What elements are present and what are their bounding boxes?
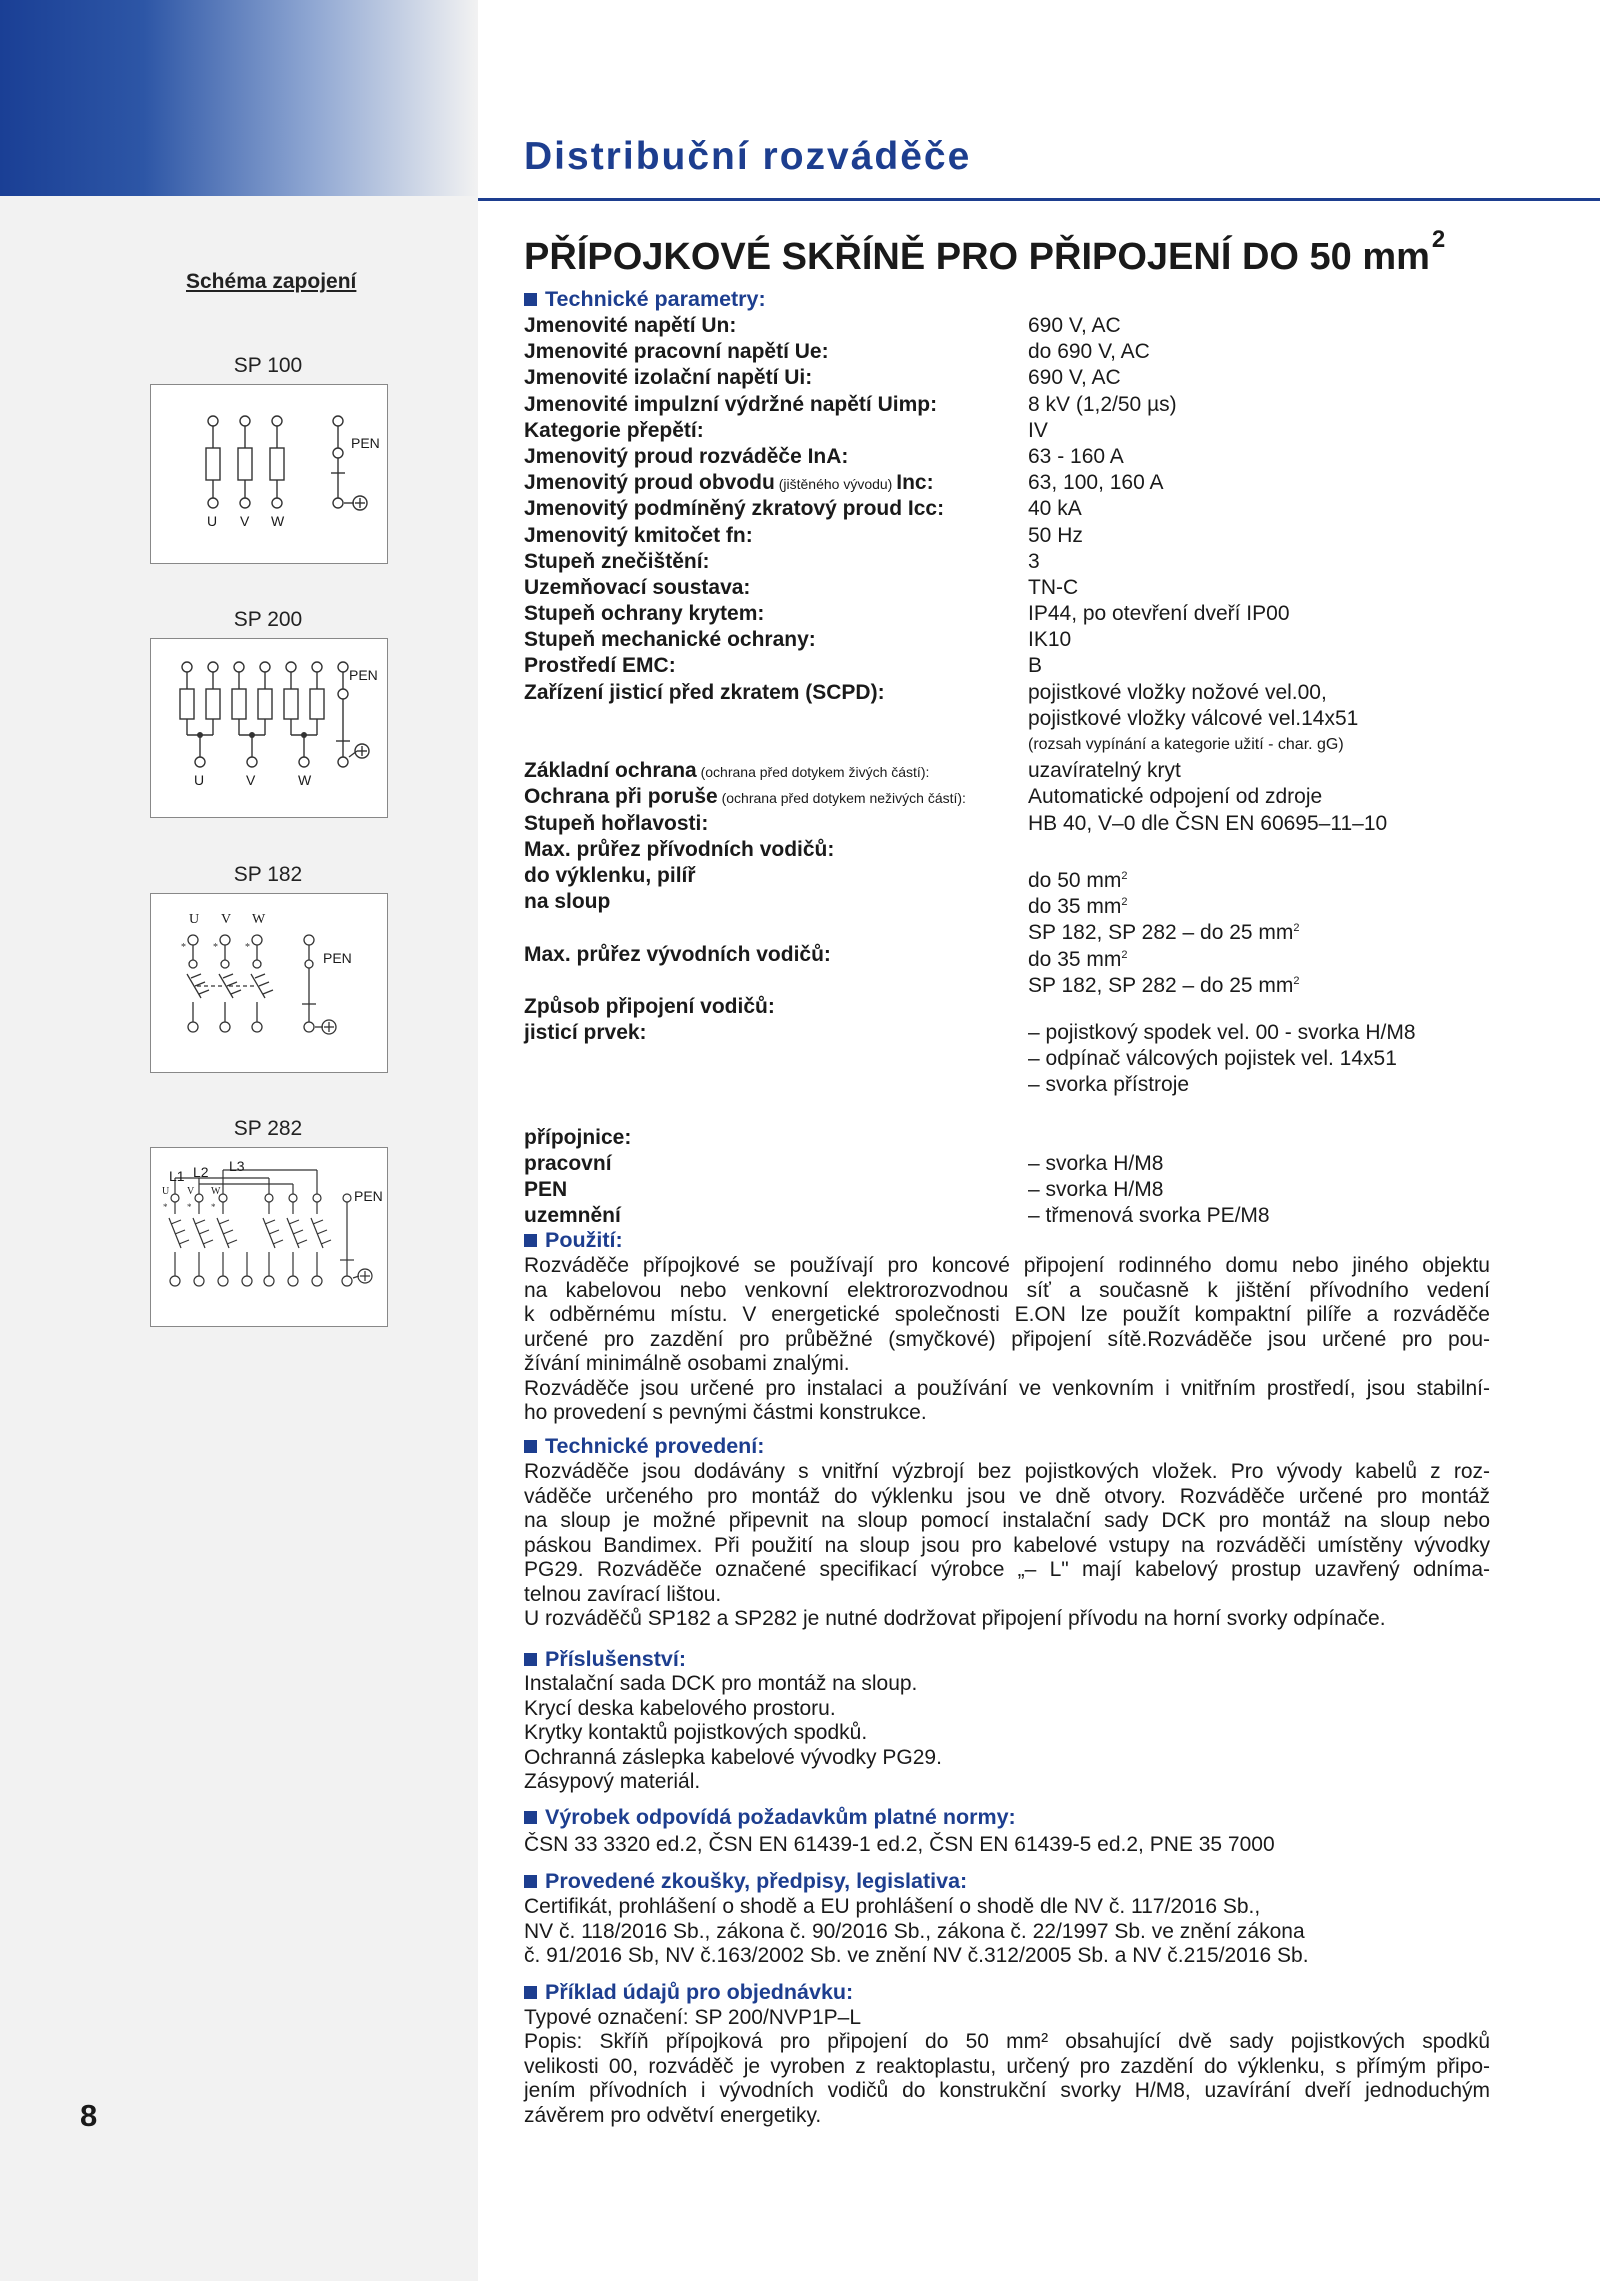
section-heading-text: Výrobek odpovídá požadavkům platné normy: bbox=[545, 1805, 1016, 1829]
variant-label-sp200: SP 200 bbox=[233, 608, 303, 631]
param-label bbox=[524, 627, 816, 653]
design-paragraph bbox=[524, 1460, 1490, 1632]
param-value bbox=[1028, 784, 1322, 810]
param-value-text: – pojistkový spodek vel. 00 - svorka H/M8 bbox=[1028, 1021, 1416, 1045]
param-label-text: Max. průřez přívodních vodičů: bbox=[524, 837, 835, 861]
param-row bbox=[524, 968, 1524, 997]
param-value bbox=[1028, 392, 1177, 418]
param-row bbox=[524, 732, 1524, 758]
param-label-text: Stupeň ochrany krytem: bbox=[524, 602, 765, 626]
norms-text bbox=[524, 1833, 1275, 1858]
svg-text:*: * bbox=[213, 942, 218, 953]
param-label bbox=[524, 1177, 567, 1203]
order-desc-line: velikosti 00, rozváděč je vyroben z reaktoplastu, určený pro zazdění do výklenku, s přímým připo- bbox=[524, 2054, 1490, 2078]
param-label-text: uzemnění bbox=[524, 1204, 621, 1228]
param-value bbox=[1028, 706, 1358, 732]
param-label-text: Způsob připojení vodičů: bbox=[524, 994, 775, 1018]
param-label bbox=[524, 758, 929, 785]
param-row bbox=[524, 523, 1524, 549]
design-text-line: telnou zavírací lištou. bbox=[524, 1582, 722, 1606]
pen-label: PEN bbox=[351, 435, 380, 451]
param-label-text: PEN bbox=[524, 1178, 568, 1202]
param-row bbox=[524, 1125, 1524, 1151]
param-value bbox=[1028, 496, 1082, 522]
param-value bbox=[1028, 1072, 1189, 1098]
param-row bbox=[524, 392, 1524, 418]
param-value-text: do 35 mm bbox=[1028, 947, 1122, 971]
design-text-line: Rozváděče jsou dodávány s vnitřní výzbrojí bez pojistkových vložek. Pro vývody kabelů z roz- bbox=[524, 1460, 1490, 1483]
param-label-note: (jištěného vývodu) bbox=[774, 476, 897, 493]
bullet-square-icon bbox=[524, 1234, 537, 1247]
param-row bbox=[524, 627, 1524, 653]
param-value-text: 8 kV (1,2/50 µs) bbox=[1028, 392, 1177, 416]
design-text-line: páskou Bandimex. Při použití na sloup jsou pro kabelové vstupy na rozváděči umístěny vývodky bbox=[524, 1533, 1490, 1557]
param-label bbox=[524, 418, 704, 444]
param-row bbox=[524, 863, 1524, 892]
param-label-text: Prostředí EMC: bbox=[524, 654, 676, 678]
param-row bbox=[524, 1046, 1524, 1072]
param-row bbox=[524, 915, 1524, 945]
param-label-text: Kategorie přepětí: bbox=[524, 418, 704, 442]
bullet-square-icon bbox=[524, 1440, 537, 1453]
terminal-label-u: U bbox=[189, 912, 200, 927]
param-row bbox=[524, 653, 1524, 679]
param-row bbox=[524, 758, 1524, 784]
param-label bbox=[524, 863, 696, 889]
header-rule bbox=[478, 198, 1600, 201]
param-value bbox=[1028, 549, 1040, 575]
param-label bbox=[524, 496, 944, 522]
param-label-text: Ochrana při poruše bbox=[524, 785, 718, 809]
param-value-superscript: 2 bbox=[1293, 974, 1300, 987]
param-row bbox=[524, 680, 1524, 706]
variant-label-sp182: SP 182 bbox=[233, 863, 303, 886]
param-label bbox=[524, 444, 848, 470]
section-heading-order bbox=[524, 1980, 853, 2005]
svg-text:*: * bbox=[181, 942, 186, 953]
param-row bbox=[524, 1151, 1524, 1177]
norms-line: ČSN 33 3320 ed.2, ČSN EN 61439-1 ed.2, ČSN EN 61439-5 ed.2, PNE 35 7000 bbox=[524, 1833, 1275, 1856]
diagram-sp200 bbox=[150, 638, 388, 818]
accessory-item: Zásypový materiál. bbox=[524, 1770, 701, 1793]
bullet-square-icon bbox=[524, 1986, 537, 1999]
section-heading-norms bbox=[524, 1805, 1016, 1830]
main-title bbox=[524, 226, 1445, 279]
bullet-square-icon bbox=[524, 1875, 537, 1888]
param-value bbox=[1028, 680, 1327, 706]
tests-text bbox=[524, 1895, 1309, 1969]
terminal-label-u: U bbox=[162, 1186, 170, 1197]
page-number: 8 bbox=[80, 2098, 98, 2133]
param-value-superscript: 2 bbox=[1121, 896, 1128, 909]
design-text-line: na sloup je možné připevnit na sloup pomocí instalační sady DCK pro montáž na sloup nebo bbox=[524, 1509, 1490, 1532]
terminal-label-w: W bbox=[271, 513, 285, 529]
param-row bbox=[524, 418, 1524, 444]
section-heading-text: Technické parametry: bbox=[545, 287, 766, 311]
section-heading-text: Příslušenství: bbox=[545, 1647, 686, 1671]
param-value-text: uzavíratelný kryt bbox=[1028, 759, 1181, 783]
accessory-item: Krytky kontaktů pojistkových spodků. bbox=[524, 1721, 868, 1744]
use-text-line: k odběrnému místu. V energetické společnosti E.ON lze použít kompaktní pilíře a rozváděče bbox=[524, 1303, 1490, 1326]
param-value-text: HB 40, V–0 dle ČSN EN 60695–11–10 bbox=[1028, 811, 1388, 835]
pen-label: PEN bbox=[354, 1188, 383, 1204]
svg-text:*: * bbox=[187, 1202, 192, 1212]
section-heading-design bbox=[524, 1434, 764, 1459]
schematic-sp100 bbox=[151, 385, 387, 563]
param-value-text: – třmenová svorka PE/M8 bbox=[1028, 1204, 1270, 1228]
param-label bbox=[524, 889, 610, 915]
param-row bbox=[524, 575, 1524, 601]
param-row bbox=[524, 811, 1524, 837]
schematic-sp200 bbox=[151, 639, 387, 817]
param-label bbox=[524, 313, 736, 339]
use-text-line: Rozváděče jsou určené pro instalaci a používání ve venkovním i vnitřním prostředí, jsou stabilní- bbox=[524, 1376, 1490, 1400]
param-label-text: Základní ochrana bbox=[524, 759, 697, 783]
line-label-l1: L1 bbox=[169, 1168, 185, 1184]
tests-text-line: NV č. 118/2016 Sb., zákona č. 90/2016 Sb., zákona č. 22/1997 Sb. ve znění zákona bbox=[524, 1919, 1305, 1943]
param-value-text: SP 182, SP 282 – do 25 mm bbox=[1028, 973, 1294, 997]
use-text-line: žívání minimálně osobami znalými. bbox=[524, 1352, 850, 1375]
terminal-label-w: W bbox=[252, 912, 266, 927]
param-value-text: IP44, po otevření dveří IP00 bbox=[1028, 602, 1290, 626]
param-label-text: Jmenovitý proud obvodu bbox=[524, 471, 775, 495]
param-label bbox=[524, 339, 829, 365]
param-value bbox=[1028, 313, 1121, 339]
section-heading-tech-params bbox=[524, 287, 766, 312]
param-label-text: Jmenovité pracovní napětí Ue: bbox=[524, 340, 829, 364]
param-label-text: do výklenku, pilíř bbox=[524, 863, 696, 887]
param-value bbox=[1028, 444, 1124, 470]
param-value-text: do 690 V, AC bbox=[1028, 340, 1150, 364]
param-value bbox=[1028, 470, 1163, 496]
param-row bbox=[524, 994, 1524, 1020]
design-text-line: váděče určeného pro montáž do výklenku jsou ve dně otvory. Rozváděče určené pro montáž bbox=[524, 1484, 1490, 1508]
order-type-line bbox=[524, 2006, 861, 2031]
param-value bbox=[1028, 811, 1387, 837]
param-value-text: 40 kA bbox=[1028, 497, 1082, 521]
param-label-text: Jmenovitý proud rozváděče InA: bbox=[524, 444, 849, 468]
param-row bbox=[524, 496, 1524, 522]
terminal-label-v: V bbox=[240, 513, 250, 529]
param-value-text: do 35 mm bbox=[1028, 895, 1122, 919]
param-row bbox=[524, 942, 1524, 971]
param-value-text: 690 V, AC bbox=[1028, 366, 1121, 390]
param-value bbox=[1028, 1151, 1163, 1177]
section-heading-text: Provedené zkoušky, předpisy, legislativa: bbox=[545, 1869, 968, 1893]
param-label-text: pracovní bbox=[524, 1152, 612, 1175]
terminal-label-w: W bbox=[211, 1186, 221, 1197]
order-description bbox=[524, 2030, 1490, 2128]
param-label-text: Jmenovité izolační napětí Ui: bbox=[524, 366, 813, 390]
param-label bbox=[524, 392, 937, 418]
param-value-text: IK10 bbox=[1028, 628, 1072, 652]
section-heading-text: Příklad údajů pro objednávku: bbox=[545, 1980, 854, 2004]
main-title-superscript: 2 bbox=[1431, 226, 1446, 253]
pen-label: PEN bbox=[349, 667, 378, 683]
param-value bbox=[1028, 418, 1048, 444]
param-row bbox=[524, 1177, 1524, 1203]
diagram-sp100 bbox=[150, 384, 388, 564]
terminal-label-w: W bbox=[298, 772, 312, 788]
param-value-text: TN-C bbox=[1028, 575, 1079, 599]
tests-text-line: Certifikát, prohlášení o shodě a EU prohlášení o shodě dle NV č. 117/2016 Sb., bbox=[524, 1895, 1261, 1918]
param-label-text: Uzemňovací soustava: bbox=[524, 575, 751, 599]
order-desc-line: jením přívodních i vývodních vodičů do konstrukční svorky H/M8, uzavírání dveří jednoduchým bbox=[524, 2079, 1490, 2102]
param-value-text: – odpínač válcových pojistek vel. 14x51 bbox=[1028, 1047, 1397, 1071]
pen-label: PEN bbox=[323, 950, 352, 966]
section-heading-text: Použití: bbox=[545, 1228, 623, 1252]
param-row bbox=[524, 313, 1524, 339]
bullet-square-icon bbox=[524, 1811, 537, 1824]
param-value bbox=[1028, 1046, 1397, 1072]
param-row bbox=[524, 470, 1524, 496]
param-row bbox=[524, 1020, 1524, 1046]
param-value bbox=[1028, 627, 1071, 653]
param-label bbox=[524, 1203, 621, 1229]
line-label-l2: L2 bbox=[193, 1164, 209, 1180]
param-value-text: – svorka přístroje bbox=[1028, 1073, 1190, 1097]
terminal-label-u: U bbox=[207, 513, 218, 529]
param-value-text: do 50 mm bbox=[1028, 868, 1122, 892]
use-text-line: určené pro zazdění pro průběžné (smyčkové) připojení sítě.Rozváděče jsou určené pro pou- bbox=[524, 1327, 1490, 1351]
bullet-square-icon bbox=[524, 1653, 537, 1666]
param-row bbox=[524, 365, 1524, 391]
tech-params-table bbox=[524, 313, 1524, 1230]
param-row bbox=[524, 784, 1524, 810]
main-title-text: PŘÍPOJKOVÉ SKŘÍNĚ PRO PŘIPOJENÍ DO 50 mm bbox=[524, 236, 1430, 278]
svg-text:*: * bbox=[163, 1202, 168, 1212]
section-heading-text: Technické provedení: bbox=[545, 1434, 765, 1458]
param-row bbox=[524, 889, 1524, 919]
param-row bbox=[524, 837, 1524, 863]
param-label-text: Zařízení jisticí před zkratem (SCPD): bbox=[524, 680, 885, 704]
param-value-superscript: 2 bbox=[1121, 869, 1128, 882]
param-label bbox=[524, 994, 775, 1020]
param-label-text: jisticí prvek: bbox=[524, 1021, 647, 1045]
schematic-sp282 bbox=[151, 1148, 387, 1326]
accessory-item: Ochranná záslepka kabelové vývodky PG29. bbox=[524, 1745, 942, 1769]
param-row bbox=[524, 706, 1524, 732]
param-value-superscript: 2 bbox=[1293, 922, 1300, 935]
param-value-text: B bbox=[1028, 654, 1043, 678]
accessory-item: Instalační sada DCK pro montáž na sloup. bbox=[524, 1672, 918, 1695]
param-value-text: pojistkové vložky nožové vel.00, bbox=[1028, 680, 1327, 704]
param-value-text: 690 V, AC bbox=[1028, 314, 1121, 337]
param-value-text: 63 - 160 A bbox=[1028, 444, 1124, 468]
terminal-label-v: V bbox=[221, 912, 232, 927]
variant-label-sp100: SP 100 bbox=[233, 354, 303, 377]
param-value-text: pojistkové vložky válcové vel.14x51 bbox=[1028, 706, 1359, 730]
order-desc-line: závěrem pro odvětví energetiky. bbox=[524, 2103, 822, 2127]
param-value bbox=[1028, 653, 1042, 679]
param-label-end: Inc: bbox=[896, 471, 934, 495]
param-row bbox=[524, 1203, 1524, 1229]
bullet-square-icon bbox=[524, 293, 537, 306]
terminal-label-u: U bbox=[194, 772, 205, 788]
svg-text:*: * bbox=[245, 942, 250, 953]
param-label bbox=[524, 784, 966, 811]
param-row bbox=[524, 1099, 1524, 1125]
header-gradient-band bbox=[0, 0, 478, 196]
param-label-text: Stupeň mechanické ochrany: bbox=[524, 628, 816, 652]
param-value bbox=[1028, 1020, 1416, 1046]
param-value-text: 3 bbox=[1028, 549, 1040, 573]
param-value-text: 63, 100, 160 A bbox=[1028, 471, 1164, 495]
header-title: Distribuční rozváděče bbox=[524, 135, 972, 178]
param-label bbox=[524, 1020, 647, 1046]
param-label-text: Jmenovité impulzní výdržné napětí Uimp: bbox=[524, 392, 938, 416]
diagram-sp282 bbox=[150, 1147, 388, 1327]
param-label-text: Stupeň znečištění: bbox=[524, 549, 710, 573]
param-value bbox=[1028, 339, 1150, 365]
param-label-note: (ochrana před dotykem živých částí): bbox=[696, 764, 930, 781]
section-heading-accessories bbox=[524, 1647, 686, 1672]
param-row bbox=[524, 444, 1524, 470]
param-label bbox=[524, 942, 831, 968]
accessory-item: Krycí deska kabelového prostoru. bbox=[524, 1696, 836, 1720]
param-row bbox=[524, 601, 1524, 627]
use-text-line: ho provedení s pevnými částmi konstrukce. bbox=[524, 1401, 927, 1424]
param-label bbox=[524, 549, 710, 575]
param-label bbox=[524, 837, 834, 863]
param-value bbox=[1028, 523, 1083, 549]
param-value-text: 50 Hz bbox=[1028, 523, 1083, 547]
param-value bbox=[1028, 601, 1290, 627]
param-label-text: Jmenovitý kmitočet fn: bbox=[524, 523, 753, 547]
param-value bbox=[1028, 1177, 1163, 1203]
param-label bbox=[524, 470, 934, 497]
param-row bbox=[524, 1072, 1524, 1098]
diagram-sp182 bbox=[150, 893, 388, 1073]
terminal-label-v: V bbox=[246, 772, 256, 788]
order-type-text: Typové označení: SP 200/NVP1P–L bbox=[524, 2006, 862, 2029]
param-label bbox=[524, 1125, 631, 1151]
param-value bbox=[1028, 1203, 1270, 1229]
use-text-line: na kabelovou nebo venkovní elektrorozvodnou síť a současně k jištění přívodního vedení bbox=[524, 1278, 1490, 1302]
param-label-text: Stupeň hořlavosti: bbox=[524, 811, 709, 835]
section-heading-use bbox=[524, 1228, 623, 1253]
design-text-line: U rozváděčů SP182 a SP282 je nutné dodržovat připojení přívodu na horní svorky odpínače. bbox=[524, 1607, 1386, 1630]
param-value-superscript: 2 bbox=[1121, 948, 1128, 961]
param-row bbox=[524, 549, 1524, 575]
line-label-l3: L3 bbox=[229, 1158, 245, 1174]
param-value bbox=[1028, 732, 1344, 758]
param-label bbox=[524, 1151, 612, 1177]
param-value-text: Automatické odpojení od zdroje bbox=[1028, 785, 1323, 809]
param-label bbox=[524, 365, 812, 391]
param-label-text: Max. průřez vývodních vodičů: bbox=[524, 942, 831, 966]
param-label bbox=[524, 523, 753, 549]
param-label-note: (ochrana před dotykem neživých částí): bbox=[717, 790, 966, 807]
accessories-list bbox=[524, 1672, 942, 1795]
param-label bbox=[524, 811, 708, 837]
tests-text-line: č. 91/2016 Sb, NV č.163/2002 Sb. ve znění NV č.312/2005 Sb. a NV č.215/2016 Sb. bbox=[524, 1944, 1309, 1967]
variant-label-sp282: SP 282 bbox=[233, 1117, 303, 1140]
param-value bbox=[1028, 758, 1181, 784]
param-label bbox=[524, 601, 764, 627]
design-text-line: PG29. Rozváděče označené specifikací výrobce „– L" mají kabelový prostup uzavřený odníma- bbox=[524, 1558, 1490, 1581]
param-label-text: přípojnice: bbox=[524, 1125, 632, 1149]
param-label-text: na sloup bbox=[524, 890, 611, 914]
use-paragraph bbox=[524, 1254, 1490, 1426]
section-heading-tests bbox=[524, 1869, 967, 1894]
terminal-label-v: V bbox=[187, 1186, 195, 1197]
param-label-text: Jmenovité napětí Un: bbox=[524, 314, 737, 337]
schematic-sp182 bbox=[151, 894, 387, 1072]
param-value-text: – svorka H/M8 bbox=[1028, 1152, 1164, 1175]
param-value bbox=[1028, 575, 1078, 601]
param-value-text: SP 182, SP 282 – do 25 mm bbox=[1028, 921, 1294, 945]
param-label bbox=[524, 680, 885, 706]
param-value bbox=[1028, 365, 1121, 391]
param-value-text: (rozsah vypínání a kategorie užití - char. gG) bbox=[1028, 736, 1344, 753]
param-row bbox=[524, 339, 1524, 365]
schema-title: Schéma zapojení bbox=[186, 270, 357, 293]
svg-text:*: * bbox=[211, 1202, 216, 1212]
param-label bbox=[524, 575, 750, 601]
param-value-text: IV bbox=[1028, 418, 1048, 442]
order-desc-line: Popis: Skříň přípojková pro připojení do 50 mm² obsahující dvě sady pojistkových spodků bbox=[524, 2030, 1490, 2053]
param-label-text: Jmenovitý podmíněný zkratový proud Icc: bbox=[524, 497, 945, 521]
use-text-line: Rozváděče přípojkové se používají pro koncové připojení rodinného domu nebo jiného objektu bbox=[524, 1254, 1490, 1277]
param-label bbox=[524, 653, 676, 679]
param-value-text: – svorka H/M8 bbox=[1028, 1178, 1164, 1202]
